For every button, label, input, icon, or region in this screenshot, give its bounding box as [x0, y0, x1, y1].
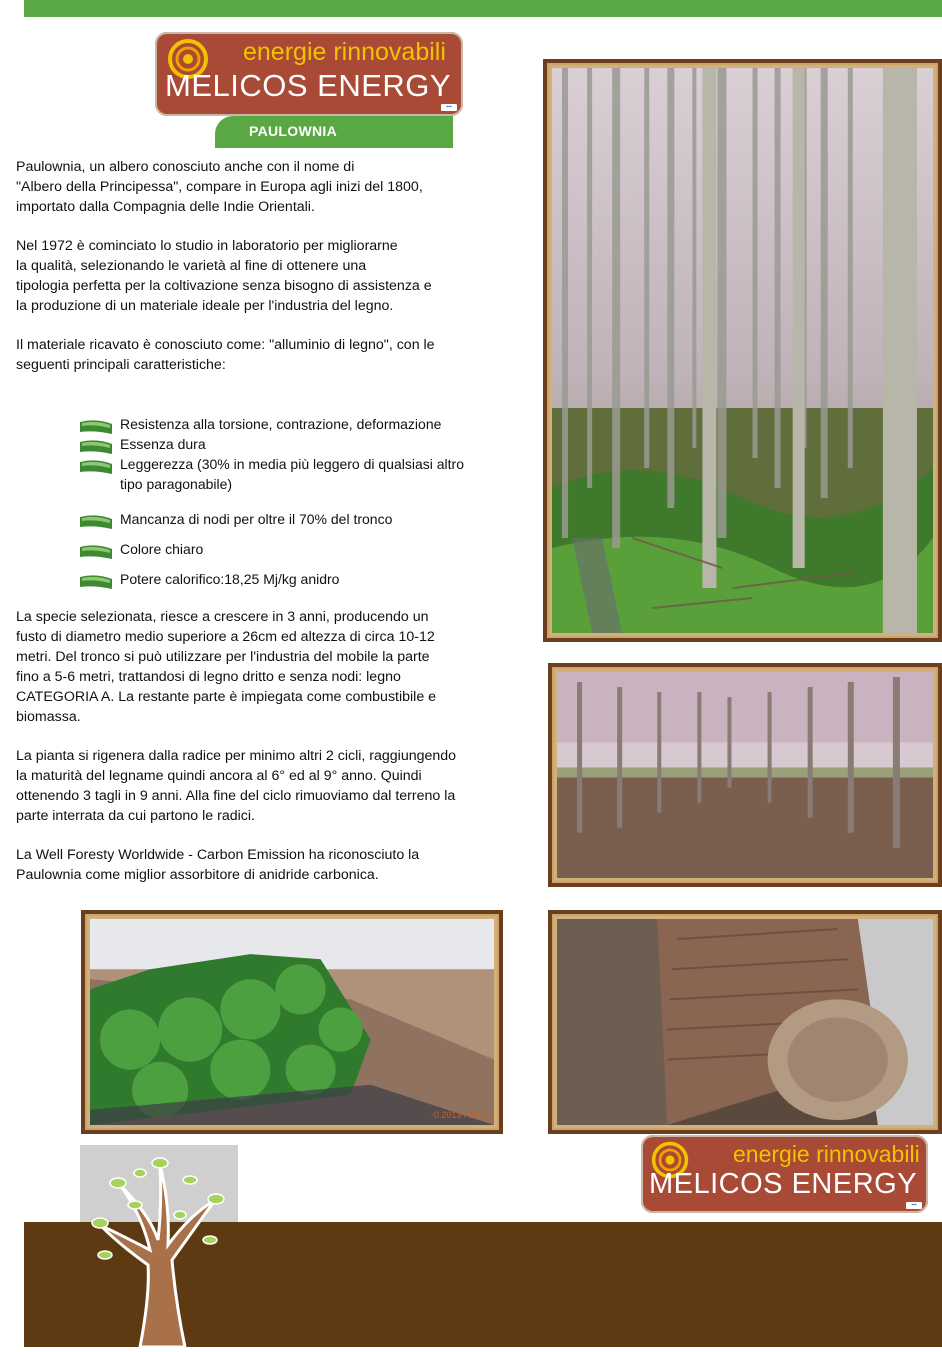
- logo-badge: ▪▪▪: [906, 1202, 922, 1209]
- text-line: metri. Del tronco si può utilizzare per l'industria del mobile la parte: [16, 649, 430, 665]
- photo-plantation-rows: [548, 663, 942, 887]
- leaf-bullet-icon: [80, 513, 112, 529]
- feature-text: Essenza dura: [120, 436, 206, 452]
- text-line: Il materiale ricavato è conosciuto come: "alluminio di legno", con le: [16, 337, 435, 353]
- text-line: La specie selezionata, riesce a crescere in 3 anni, producendo un: [16, 609, 429, 625]
- section-tab-label: PAULOWNIA: [249, 123, 337, 139]
- photo-date-stamp: ·0.2013 / 2013: [430, 1109, 489, 1120]
- logo-tagline: energie rinnovabili: [733, 1141, 920, 1167]
- tree-illustration: [80, 1145, 238, 1347]
- text-line: la produzione di un materiale ideale per l'industria del legno.: [16, 298, 394, 314]
- photo-young-plants: [81, 910, 503, 1134]
- feature-text: Mancanza di nodi per oltre il 70% del tronco: [120, 511, 393, 527]
- text-line: importato dalla Compagnia delle Indie Orientali.: [16, 199, 315, 215]
- leaf-bullet-icon: [80, 418, 112, 434]
- logo-badge: ▪▪▪: [441, 104, 457, 111]
- photo-trunk-log: [548, 910, 942, 1134]
- text-line: la qualità, selezionando le varietà al fine di ottenere una: [16, 258, 367, 274]
- text-line: fusto di diametro medio superiore a 26cm ed altezza di circa 10-12: [16, 629, 435, 645]
- tree-icon: [80, 1145, 238, 1347]
- feature-text: Potere calorifico:18,25 Mj/kg anidro: [120, 571, 340, 587]
- body-paragraph-3: [16, 845, 506, 885]
- intro-paragraph-2: [16, 236, 506, 316]
- leaf-bullet-icon: [80, 573, 112, 589]
- text-line: fino a 5-6 metri, trattandosi di legno dritto e senza nodi: legno: [16, 669, 401, 685]
- text-line: Nel 1972 è cominciato lo studio in laboratorio per migliorarne: [16, 238, 398, 254]
- text-line: Paulownia, un albero conosciuto anche con il nome di: [16, 159, 355, 175]
- logo-brand: MELICOS ENERGY: [165, 68, 452, 103]
- section-tab: [215, 116, 453, 148]
- intro-paragraph-3: [16, 335, 506, 375]
- header-logo: [155, 32, 463, 116]
- text-line: biomassa.: [16, 709, 81, 725]
- text-line: parte interrata da cui partono le radici.: [16, 808, 255, 824]
- logo-brand: MELICOS ENERGY: [649, 1168, 918, 1200]
- intro-paragraph-1: [16, 157, 506, 217]
- text-line: La Well Foresty Worldwide - Carbon Emission ha riconosciuto la: [16, 847, 420, 863]
- text-line: seguenti principali caratteristiche:: [16, 357, 226, 373]
- text-line: CATEGORIA A. La restante parte è impiegata come combustibile e: [16, 689, 437, 705]
- feature-text: Leggerezza (30% in media più leggero di qualsiasi altro: [120, 456, 464, 472]
- footer-logo: [641, 1135, 928, 1213]
- top-green-bar: [24, 0, 942, 17]
- leaf-bullet-icon: [80, 458, 112, 474]
- feature-text: tipo paragonabile): [120, 476, 233, 492]
- forest-image: [552, 68, 933, 633]
- text-line: "Albero della Principessa", compare in Europa agli inizi del 1800,: [16, 179, 423, 195]
- text-line: la maturità del legname quindi ancora al 6° ed al 9° anno. Quindi: [16, 768, 422, 784]
- body-paragraph-2: [16, 746, 506, 826]
- leaf-bullet-icon: [80, 543, 112, 559]
- photo-paulownia-forest: [543, 59, 942, 642]
- text-line: Paulownia come miglior assorbitore di anidride carbonica.: [16, 867, 379, 883]
- body-paragraph-1: [16, 607, 506, 727]
- text-line: La pianta si rigenera dalla radice per minimo altri 2 cicli, raggiungendo: [16, 748, 457, 764]
- feature-text: Colore chiaro: [120, 541, 204, 557]
- text-line: tipologia perfetta per la coltivazione senza bisogno di assistenza e: [16, 278, 432, 294]
- text-line: ottenendo 3 tagli in 9 anni. Alla fine del ciclo rimuoviamo dal terreno la: [16, 788, 456, 804]
- logo-tagline: energie rinnovabili: [243, 38, 446, 66]
- plantation-image: [557, 672, 933, 878]
- leaf-bullet-icon: [80, 438, 112, 454]
- young-plants-image: [90, 919, 494, 1125]
- trunk-image: [557, 919, 933, 1125]
- feature-text: Resistenza alla torsione, contrazione, deformazione: [120, 416, 442, 432]
